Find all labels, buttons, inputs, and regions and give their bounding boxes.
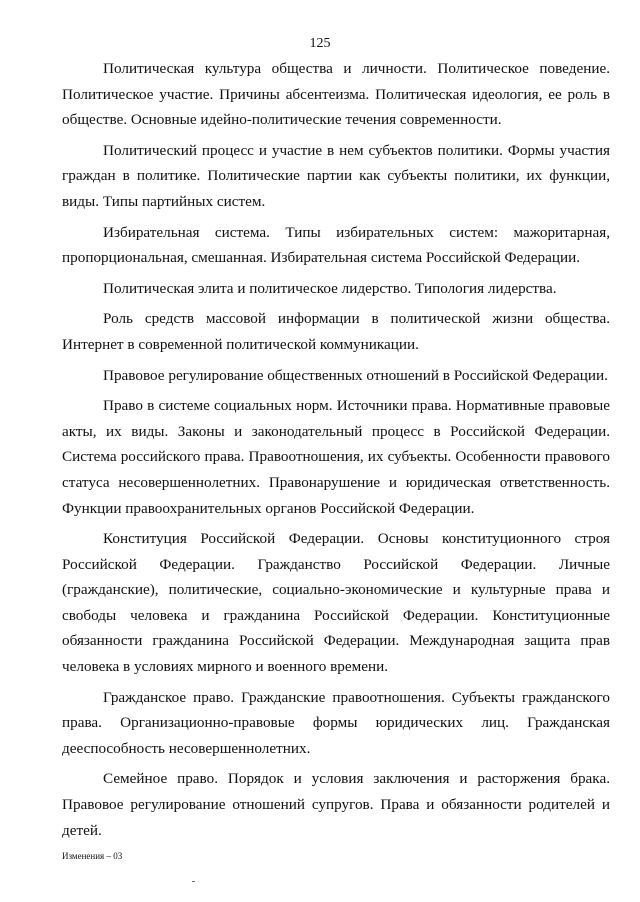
document-body (62, 56, 610, 848)
paragraph: Политическая культура общества и личности. Политическое поведение. Политическое участие. Причины абсентеизма. Политическая идеология, ее роль в обществе. Основные идейно-политические течения современности. (62, 60, 610, 129)
paragraph: Семейное право. Порядок и условия заключения и расторжения брака. Правовое регулирование отношений супругов. Права и обязанности родителей и детей. (62, 770, 610, 839)
paragraph: Право в системе социальных норм. Источники права. Нормативные правовые акты, их виды. Законы и законодательный процесс в Российской Федерации. Система российского права. Правоотношения, их субъекты. Особенности правового статуса несовершеннолетних. Правонарушение и юридическая ответственность. Функции правоохранительных органов Российской Федерации. (62, 397, 610, 517)
paragraph: Избирательная система. Типы избирательных систем: мажоритарная, пропорциональная, смешанная. Избирательная система Российской Федерации. (62, 223, 610, 267)
paragraph: Политический процесс и участие в нем субъектов политики. Формы участия граждан в политике. Политические партии как субъекты политики, их функции, виды. Типы партийных систем. (62, 141, 610, 210)
page-number: 125 (309, 36, 331, 51)
footer-revision: Изменения – 03 (62, 851, 123, 861)
paragraph: Гражданское право. Гражданские правоотношения. Субъекты гражданского права. Организационно-правовые формы юридических лиц. Гражданская дееспособность несовершеннолетних. (62, 688, 610, 757)
paragraph: Правовое регулирование общественных отношений в Российской Федерации. (103, 366, 608, 384)
paragraph: Политическая элита и политическое лидерство. Типология лидерства. (103, 279, 557, 297)
paragraph: Конституция Российской Федерации. Основы конституционного строя Российской Федерации. Гражданство Российской Федерации. Личные (гражданские), политические, социально-экономические и культурные права и свободы человека и гражданина Российской Федерации. Конституционные обязанности гражданина Российской Федерации. Международная защита прав человека в условиях мирного и военного времени. (62, 530, 610, 676)
paragraph: Роль средств массовой информации в политической жизни общества. Интернет в современной политической коммуникации. (62, 310, 610, 353)
scan-mark (192, 881, 195, 882)
